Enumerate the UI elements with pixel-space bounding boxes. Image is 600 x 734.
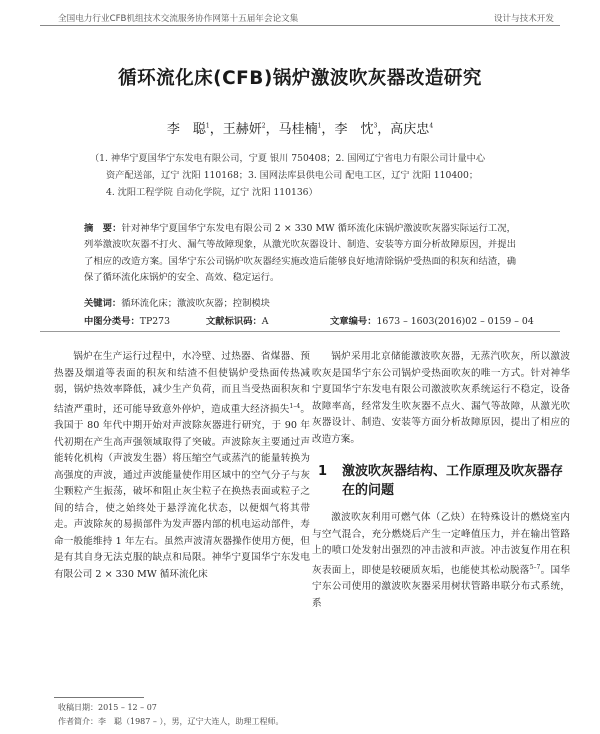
running-head-right: 设计与技术开发 bbox=[493, 14, 554, 24]
affiliation-line: 资产配送部，辽宁 沈阳 110168；3. 国网法库县供电公司 配电工区，辽宁 沈阳 110400； bbox=[106, 170, 479, 181]
body-paragraph: 锅炉采用北京储能激波吹灰器，无蒸汽吹灰，所以激波吹灰是国华宁东公司锅炉受热面吹灰的唯一方式。针对神华宁夏国华宁东发电有限公司激波吹灰系统运行不稳定，设备故障率高，经常发生吹灰器不点火、漏气等故障，从激光吹灰器设计、制造、安装等方面分析故障原因，提出了相应的改造方案。 bbox=[312, 351, 570, 445]
doc-code bbox=[206, 313, 269, 327]
author-name: 马桂楠 bbox=[278, 122, 318, 137]
affiliation-line: 4. 沈阳工程学院 自动化学院，辽宁 沈阳 110136） bbox=[106, 187, 318, 198]
citation-mark: 5–7 bbox=[529, 563, 541, 571]
footnote-received: 收稿日期：2015 – 12 – 07 bbox=[58, 703, 157, 712]
author-name: 高庆忠 bbox=[390, 122, 430, 137]
keywords-text: 循环流化床；激波吹灰器；控制模块 bbox=[121, 298, 270, 309]
abstract bbox=[84, 221, 516, 287]
author-affil-mark: 3 bbox=[373, 122, 378, 130]
author-affil-mark: 2 bbox=[261, 122, 266, 130]
author-affil-mark: 1 bbox=[205, 122, 210, 130]
paper-title: 循环流化床(CFB)锅炉激波吹灰器改造研究 bbox=[118, 68, 482, 89]
keywords bbox=[84, 295, 270, 309]
doc-code-label: 文献标识码： bbox=[206, 316, 262, 327]
classification-line bbox=[84, 313, 534, 327]
author-name: 李 忱 bbox=[334, 122, 374, 137]
abstract-label: 摘 要： bbox=[84, 223, 122, 234]
article-number-label: 文章编号： bbox=[330, 316, 377, 327]
body-paragraph bbox=[312, 510, 570, 612]
running-head-left: 全国电力行业CFB机组技术交流服务协作网第十五届年会论文集 bbox=[58, 14, 299, 24]
author-name: 王赫妍 bbox=[222, 122, 262, 137]
running-head bbox=[40, 11, 560, 26]
author-name: 李 聪 bbox=[166, 122, 206, 137]
section-heading bbox=[312, 462, 570, 500]
article-number-value: 1673 – 1603(2016)02 – 0159 – 04 bbox=[376, 316, 534, 327]
body-column-left bbox=[54, 349, 310, 583]
author-affil-mark: 1 bbox=[317, 122, 322, 130]
body-text: 。国华宁东公司使用的激波吹灰器采用树状管路串联分布式系统，系 bbox=[312, 564, 571, 609]
section-number: 1 bbox=[318, 464, 328, 479]
footnote-author-bio: 作者简介：李 聪（1987 – ），男，辽宁大连人，助理工程师。 bbox=[58, 717, 284, 726]
body-text: 锅炉在生产运行过程中，水冷壁、过热器、省煤器、预热器及烟道等表面的积灰和结渣不但使锅炉受热面传热减弱，锅炉热效率降低，减少生产负荷，而且当受热面积灰和结渣严重时，还可能导致意外停炉，造成重大经济损失 bbox=[54, 351, 310, 415]
body-paragraph bbox=[54, 349, 310, 583]
author-list: 李 聪$^1$，王赫妍$^2$，马桂楠$^1$，李 忱$^3$，高庆忠$^4$ bbox=[166, 122, 434, 137]
affiliation-line: （1. 神华宁夏国华宁东发电有限公司，宁夏 银川 750408；2. 国网辽宁省电力有限公司计量中心 bbox=[90, 153, 486, 164]
keywords-label: 关键词： bbox=[84, 298, 122, 309]
body-text: 激波吹灰利用可燃气体（乙炔）在特殊设计的燃烧室内与空气混合，充分燃烧后产生一定峰值压力，并在输出管路上的喷口处发射出强烈的冲击波和声波。冲击波复作用在积灰表面上，即使是较硬质灰垢，也能使其松动脱落 bbox=[312, 512, 570, 576]
section-heading-text: 激波吹灰器结构、工作原理及吹灰器存在的问题 bbox=[342, 464, 564, 498]
body-text: 。我国于 80 年代中期开始对声波除灰器进行研究，于 90 年代初期在产生高声强领域取得了突破。声波除灰主要通过声能转化机构（声波发生器）将压缩空气或蒸汽的能量转换为高强度的声波，通过声波能量使作用区域中的空气分子与灰尘颗粒产生振荡，破坏和阻止灰尘粒子在换热表面或粒子之间的结合，使之始终处于悬浮流化状态，以便烟气将其带走。声波除灰的易损部件为发声器内部的机电运动部件，寿命一般能维持 1 年左右。虽然声波清灰器操作使用方便，但是有其自身无法克服的缺点和局限。神华宁夏国华宁东发电有限公司 2 × 330 MW 循环流化床 bbox=[54, 403, 311, 580]
author-affil-mark: 4 bbox=[429, 122, 434, 130]
header-divider bbox=[40, 331, 560, 332]
clc-value: TP273 bbox=[139, 316, 170, 327]
clc-label: 中图分类号： bbox=[84, 316, 140, 327]
body-column-right bbox=[312, 349, 570, 612]
abstract-text: 针对神华宁夏国华宁东发电有限公司 2 × 330 MW 循环流化床锅炉激波吹灰器实际运行工况，列举激波吹灰器不打火、漏气等故障现象，从激光吹灰器设计、制造、安装等方面分析故障原因，并提出了相应的改造方案。国华宁东公司锅炉吹灰器经实施改造后能够良好地清除锅炉受热面的积灰和结渣，确保了循环流化床锅炉的安全、高效、稳定运行。 bbox=[84, 223, 516, 284]
doc-code-value: A bbox=[261, 316, 269, 327]
citation-mark: 1–4 bbox=[289, 402, 301, 410]
footnote-divider bbox=[54, 697, 144, 698]
article-number bbox=[330, 313, 534, 327]
